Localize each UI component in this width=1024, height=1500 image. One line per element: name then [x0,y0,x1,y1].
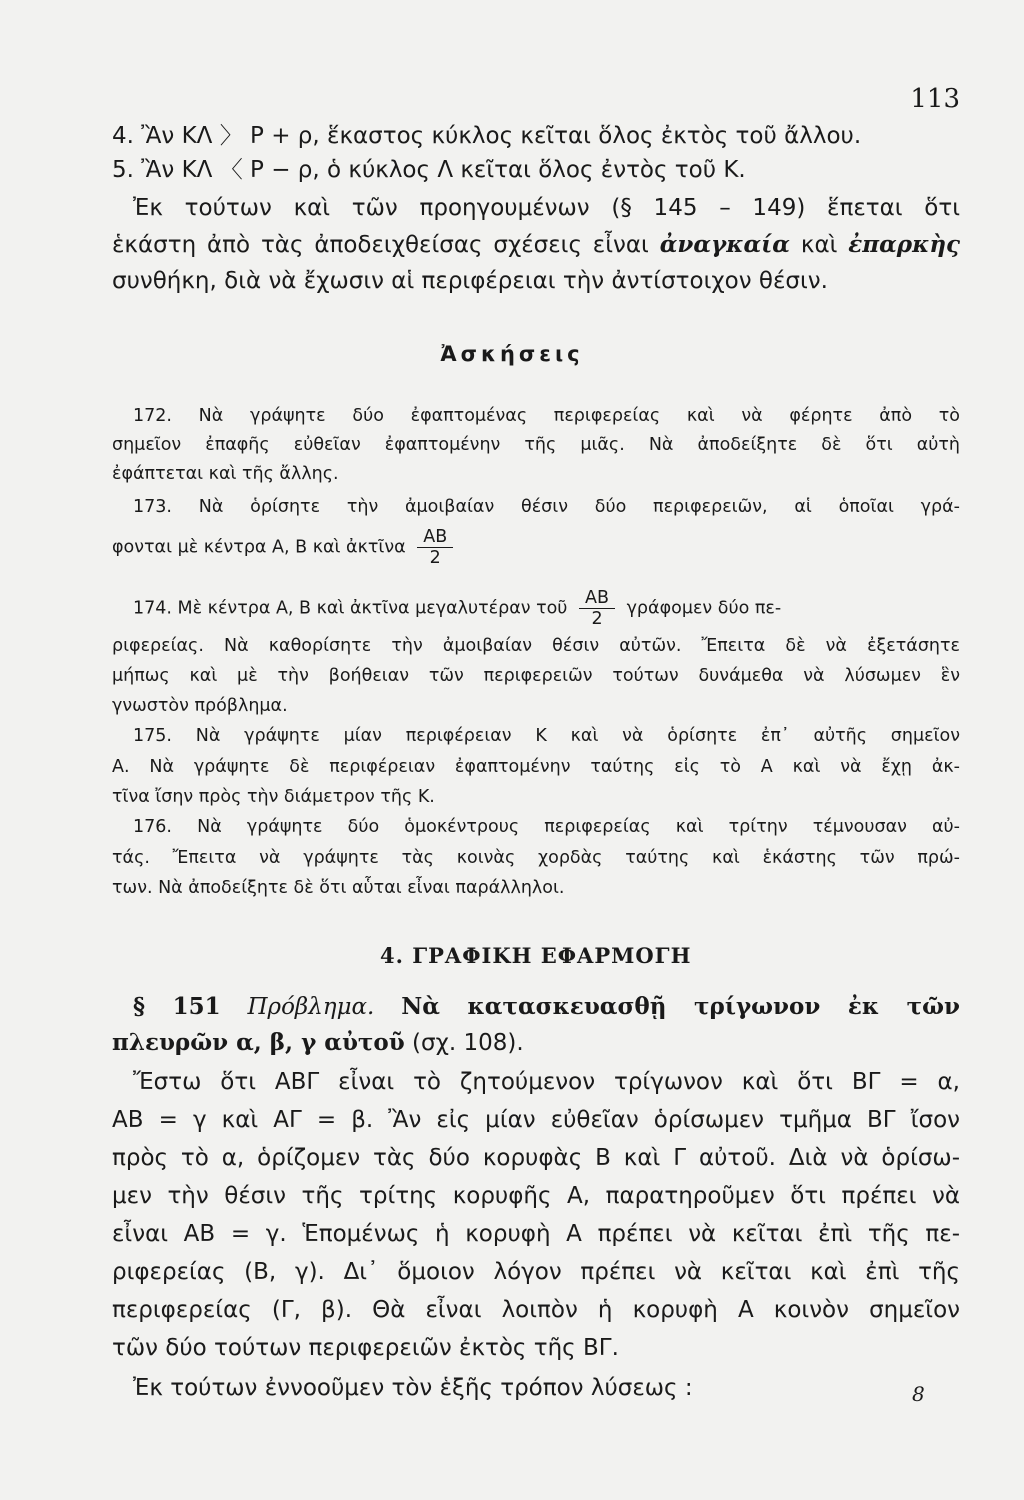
exercise-174-line-3: μήπως καὶ μὲ τὴν βοήθειαν τῶν περιφερειῶν τούτων δυνάμεθα νὰ λύσωμεν ἓν [112,666,960,686]
problem-solution-intro: Ἐκ τούτων ἐννοοῦμεν τὸν ἑξῆς τρόπον λύσεως : [133,1375,693,1401]
fraction-denominator: 2 [591,609,603,629]
exercise-172-line-3: ἐφάπτεται καὶ τῆς ἄλλης. [112,464,339,484]
exercise-176-line-3: των. Νὰ ἀποδείξητε δὲ ὅτι αὗται εἶναι παράλληλοι. [112,878,565,898]
fraction-denominator: 2 [429,548,441,568]
emphasis-sufficient: ἐπαρκὴς [848,231,961,258]
problem-label: Πρόβλημα. [247,994,375,1020]
section-title: 4. ΓΡΑΦΙΚΗ ΕΦΑΡΜΟΓΗ [380,943,692,968]
exercise-174-text-b: γράφομεν δύο πε- [626,598,782,619]
exercise-176-line-2: τάς. Ἔπειτα νὰ γράψητε τὰς κοινὰς χορδὰς ταύτης καὶ ἑκάστης τῶν πρώ- [112,848,960,868]
exercise-174-line-4: γνωστὸν πρόβλημα. [112,696,288,716]
problem-figure-ref: (σχ. 108). [412,1030,524,1056]
problem-title-line-1 [133,990,960,1024]
problem-body-line-3: πρὸς τὸ α, ὁρίζομεν τὰς δύο κορυφὰς Β καὶ Γ αὐτοῦ. Διὰ νὰ ὁρίσω- [112,1145,960,1171]
problem-title-b: πλευρῶν α, β, γ αὐτοῦ [112,1029,405,1056]
exercise-174-text-a: 174. Μὲ κέντρα Α, Β καὶ ἀκτῖνα μεγαλυτέραν τοῦ [133,598,568,619]
page-number: 113 [910,84,960,114]
exercise-173-text: φονται μὲ κέντρα Α, Β καὶ ἀκτῖνα [112,537,406,558]
problem-body-line-4: μεν τὴν θέσιν τῆς τρίτης κορυφῆς Α, παρατηροῦμεν ὅτι πρέπει νὰ [112,1183,960,1209]
exercise-176-line-1: 176. Νὰ γράψητε δύο ὁμοκέντρους περιφερείας καὶ τρίτην τέμνουσαν αὐ- [133,817,960,837]
fraction-numerator: ΑΒ [579,588,615,609]
exercise-172-line-2: σημεῖον ἐπαφῆς εὐθεῖαν ἐφαπτομένην τῆς μιᾶς. Νὰ ἀποδείξητε δὲ ὅτι αὐτὴ [112,435,960,455]
exercise-173-line-1: 173. Νὰ ὁρίσητε τὴν ἀμοιβαίαν θέσιν δύο περιφερειῶν, αἱ ὁποῖαι γρά- [133,497,960,517]
problem-body-line-8: τῶν δύο τούτων περιφερειῶν ἐκτὸς τῆς ΒΓ. [112,1335,619,1361]
intro-text: ἑκάστη ἀπὸ τὰς ἀποδειχθείσας σχέσεις εἶναι [112,232,649,258]
intro-line-1: Ἐκ τούτων καὶ τῶν προηγουμένων (§ 145 – 149) ἕπεται ὅτι [133,195,960,221]
item-5: 5. Ἂν ΚΛ 〈 Ρ − ρ, ὁ κύκλος Λ κεῖται ὅλος ἐντὸς τοῦ Κ. [112,157,746,183]
exercise-174-line-1 [133,588,981,629]
fraction-numerator: ΑΒ [417,527,453,548]
intro-line-3: συνθήκη, διὰ νὰ ἔχωσιν αἱ περιφέρειαι τὴν ἀντίστοιχον θέσιν. [112,268,828,294]
problem-title-a: Νὰ κατασκευασθῇ τρίγωνον ἐκ τῶν [401,993,960,1020]
item-4: 4. Ἂν ΚΛ 〉 Ρ + ρ, ἕκαστος κύκλος κεῖται ὅλος ἐκτὸς τοῦ ἄλλου. [112,123,862,149]
exercise-175-line-1: 175. Νὰ γράψητε μίαν περιφέρειαν Κ καὶ νὰ ὁρίσητε ἐπ᾽ αὐτῆς σημεῖον [133,726,960,746]
problem-body-line-6: ριφερείας (Β, γ). Δι᾽ ὅμοιον λόγον πρέπει νὰ κεῖται καὶ ἐπὶ τῆς [112,1259,960,1285]
fraction-ab-over-2-b [579,588,615,629]
exercise-174-line-2: ριφερείας. Νὰ καθορίσητε τὴν ἀμοιβαίαν θέσιν αὐτῶν. Ἔπειτα δὲ νὰ ἐξετάσητε [112,636,960,656]
problem-body-line-2: ΑΒ = γ καὶ ΑΓ = β. Ἂν εἰς μίαν εὐθεῖαν ὁρίσωμεν τμῆμα ΒΓ ἴσον [112,1107,960,1133]
exercise-172-line-1: 172. Νὰ γράψητε δύο ἐφαπτομένας περιφερείας καὶ νὰ φέρητε ἀπὸ τὸ [133,406,960,426]
problem-body-line-5: εἶναι ΑΒ = γ. Ἑπομένως ἡ κορυφὴ Α πρέπει νὰ κεῖται ἐπὶ τῆς πε- [112,1221,960,1247]
intro-and: καὶ [800,232,838,258]
problem-body-line-1: Ἔστω ὅτι ΑΒΓ εἶναι τὸ ζητούμενον τρίγωνον καὶ ὅτι ΒΓ = α, [133,1069,960,1095]
exercise-175-line-3: τῖνα ἴσην πρὸς τὴν διάμετρον τῆς Κ. [112,787,435,807]
fraction-ab-over-2 [417,527,453,568]
problem-title-line-2 [112,1026,960,1060]
intro-line-2 [112,228,960,262]
exercise-173-line-2 [112,527,960,568]
signature-mark: 8 [912,1382,925,1406]
emphasis-necessary: ἀναγκαία [659,231,791,258]
exercises-heading: Ἀσκήσεις [440,342,584,366]
problem-body-line-7: περιφερείας (Γ, β). Θὰ εἶναι λοιπὸν ἡ κορυφὴ Α κοινὸν σημεῖον [112,1297,960,1323]
exercise-175-line-2: Α. Νὰ γράψητε δὲ περιφέρειαν ἐφαπτομένην ταύτης εἰς τὸ Α καὶ νὰ ἔχῃ ἀκ- [112,757,960,777]
problem-number: § 151 [133,993,221,1020]
